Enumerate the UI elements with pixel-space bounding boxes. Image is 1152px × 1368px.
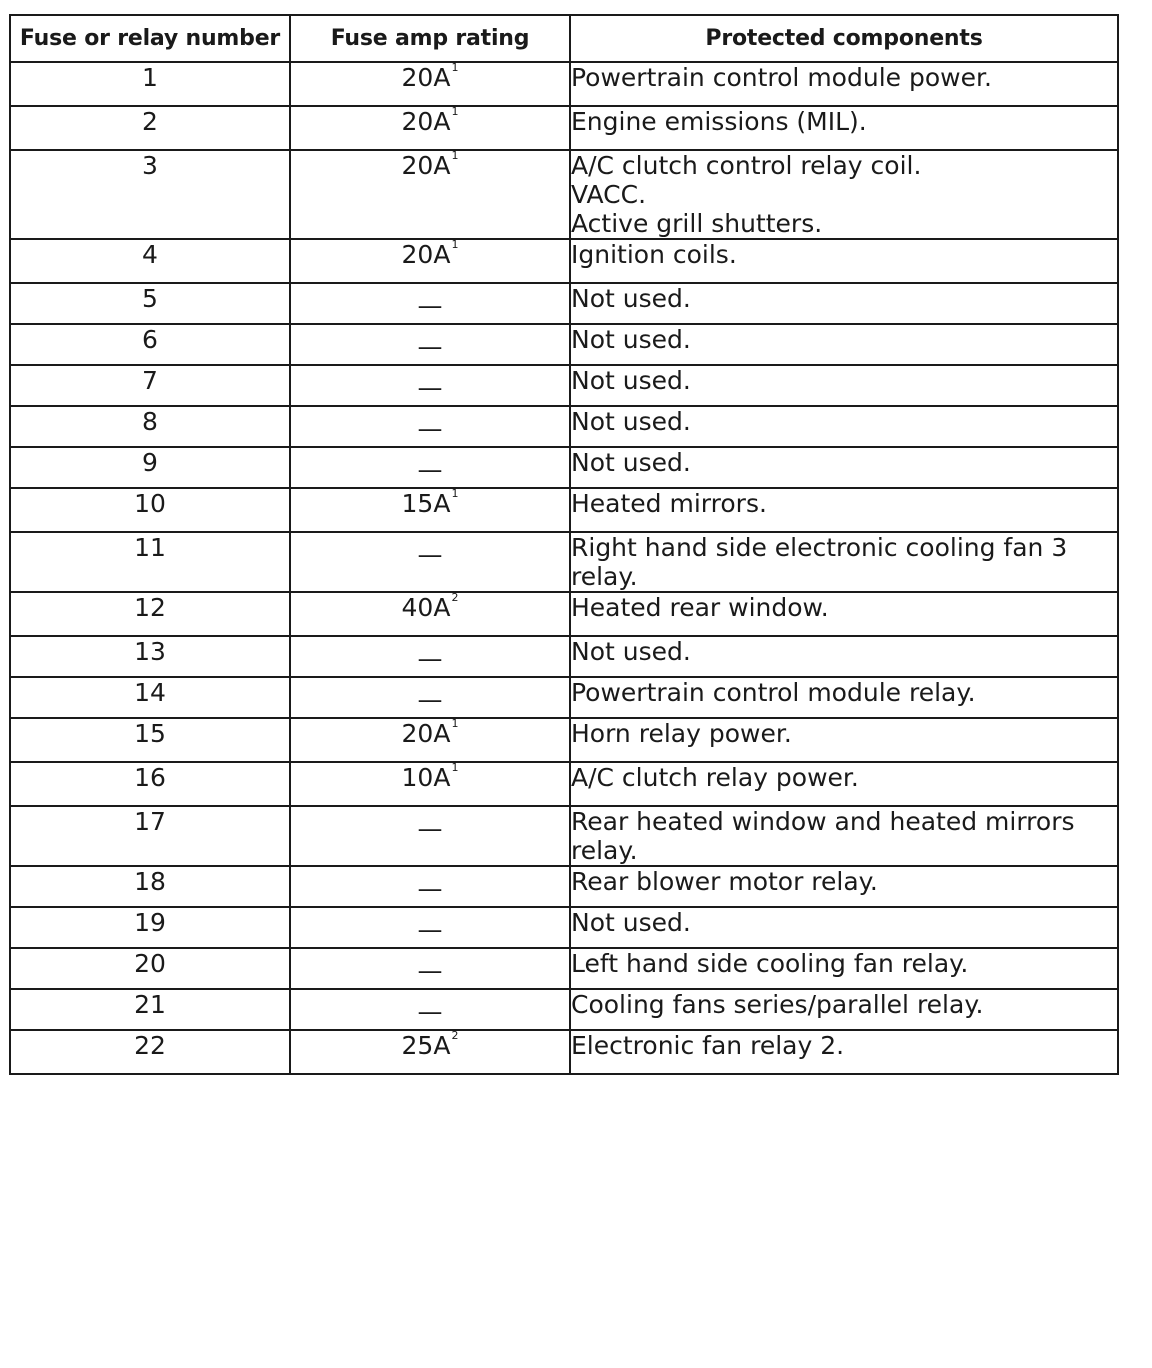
fuse-number-cell: 13 xyxy=(10,636,290,677)
component-line: Powertrain control module power. xyxy=(571,63,992,92)
component-line: Not used. xyxy=(571,908,691,937)
header-protected-components: Protected components xyxy=(570,15,1118,62)
protected-components-cell xyxy=(570,365,1118,406)
footnote-marker: 1 xyxy=(451,61,459,74)
amp-rating-value: 20A xyxy=(401,151,451,180)
component-line: Active grill shutters. xyxy=(571,209,823,238)
amp-rating-cell xyxy=(290,948,570,989)
fuse-number-cell: 17 xyxy=(10,806,290,866)
fuse-number-cell: 8 xyxy=(10,406,290,447)
component-line: Horn relay power. xyxy=(571,719,792,748)
table-row xyxy=(10,907,1118,948)
amp-rating-cell xyxy=(290,239,570,283)
protected-components-cell xyxy=(570,488,1118,532)
amp-rating-value: — xyxy=(417,915,443,944)
header-amp-rating: Fuse amp rating xyxy=(290,15,570,62)
component-line: Heated rear window. xyxy=(571,593,829,622)
amp-rating-value: 10A xyxy=(401,763,451,792)
amp-rating-cell xyxy=(290,62,570,106)
table-row xyxy=(10,365,1118,406)
component-line: Not used. xyxy=(571,366,691,395)
table-row xyxy=(10,636,1118,677)
footnote-marker: 1 xyxy=(451,717,459,730)
protected-components-cell xyxy=(570,106,1118,150)
fuse-number-cell: 11 xyxy=(10,532,290,592)
fuse-number-cell: 12 xyxy=(10,592,290,636)
amp-rating-cell xyxy=(290,106,570,150)
amp-rating-value: — xyxy=(417,414,443,443)
table-row xyxy=(10,488,1118,532)
protected-components-cell xyxy=(570,989,1118,1030)
fuse-number-cell: 19 xyxy=(10,907,290,948)
component-line: Rear blower motor relay. xyxy=(571,867,878,896)
table-row xyxy=(10,718,1118,762)
footnote-marker: 2 xyxy=(451,591,459,604)
table-row xyxy=(10,106,1118,150)
component-line: Not used. xyxy=(571,448,691,477)
amp-rating-cell xyxy=(290,718,570,762)
amp-rating-value: 20A xyxy=(401,719,451,748)
amp-rating-cell xyxy=(290,806,570,866)
table-row xyxy=(10,1030,1118,1074)
component-line: A/C clutch relay power. xyxy=(571,763,859,792)
amp-rating-value: 25A xyxy=(401,1031,451,1060)
protected-components-cell xyxy=(570,532,1118,592)
amp-rating-cell xyxy=(290,532,570,592)
table-row xyxy=(10,762,1118,806)
component-line: Heated mirrors. xyxy=(571,489,767,518)
fuse-number-cell: 2 xyxy=(10,106,290,150)
protected-components-cell xyxy=(570,718,1118,762)
footnote-marker: 1 xyxy=(451,149,459,162)
component-line: Cooling fans series/parallel relay. xyxy=(571,990,984,1019)
amp-rating-value: — xyxy=(417,455,443,484)
amp-rating-cell xyxy=(290,488,570,532)
amp-rating-cell xyxy=(290,324,570,365)
component-line: Electronic fan relay 2. xyxy=(571,1031,845,1060)
protected-components-cell xyxy=(570,239,1118,283)
fuse-number-cell: 14 xyxy=(10,677,290,718)
protected-components-cell xyxy=(570,62,1118,106)
table-row xyxy=(10,239,1118,283)
amp-rating-cell xyxy=(290,677,570,718)
amp-rating-cell xyxy=(290,150,570,239)
amp-rating-cell xyxy=(290,592,570,636)
protected-components-cell xyxy=(570,447,1118,488)
amp-rating-value: — xyxy=(417,291,443,320)
amp-rating-cell xyxy=(290,907,570,948)
protected-components-cell xyxy=(570,150,1118,239)
amp-rating-cell xyxy=(290,866,570,907)
amp-rating-value: — xyxy=(417,685,443,714)
table-row xyxy=(10,62,1118,106)
table-row xyxy=(10,447,1118,488)
protected-components-cell xyxy=(570,283,1118,324)
component-line: Not used. xyxy=(571,325,691,354)
table-row xyxy=(10,150,1118,239)
protected-components-cell xyxy=(570,636,1118,677)
component-line: Right hand side electronic cooling fan 3 relay. xyxy=(571,533,1068,591)
protected-components-cell xyxy=(570,324,1118,365)
table-header xyxy=(10,15,1118,62)
table-row xyxy=(10,948,1118,989)
table-body xyxy=(10,62,1118,1074)
amp-rating-value: — xyxy=(417,540,443,569)
amp-rating-value: 20A xyxy=(401,63,451,92)
amp-rating-value: — xyxy=(417,956,443,985)
footnote-marker: 1 xyxy=(451,761,459,774)
amp-rating-value: — xyxy=(417,332,443,361)
component-line: Left hand side cooling fan relay. xyxy=(571,949,969,978)
table-row xyxy=(10,283,1118,324)
amp-rating-value: 15A xyxy=(401,489,451,518)
table-row xyxy=(10,866,1118,907)
amp-rating-cell xyxy=(290,989,570,1030)
fuse-number-cell: 10 xyxy=(10,488,290,532)
fuse-number-cell: 1 xyxy=(10,62,290,106)
amp-rating-cell xyxy=(290,406,570,447)
table-row xyxy=(10,806,1118,866)
amp-rating-value: 40A xyxy=(401,593,451,622)
amp-rating-cell xyxy=(290,1030,570,1074)
protected-components-cell xyxy=(570,1030,1118,1074)
component-line: Rear heated window and heated mirrors relay. xyxy=(571,807,1075,865)
fuse-number-cell: 7 xyxy=(10,365,290,406)
fuse-number-cell: 18 xyxy=(10,866,290,907)
amp-rating-value: — xyxy=(417,874,443,903)
amp-rating-value: — xyxy=(417,814,443,843)
amp-rating-cell xyxy=(290,636,570,677)
amp-rating-value: — xyxy=(417,644,443,673)
component-line: Ignition coils. xyxy=(571,240,737,269)
component-line: VACC. xyxy=(571,180,647,209)
protected-components-cell xyxy=(570,907,1118,948)
component-line: Not used. xyxy=(571,637,691,666)
fuse-number-cell: 22 xyxy=(10,1030,290,1074)
table-row xyxy=(10,677,1118,718)
amp-rating-cell xyxy=(290,447,570,488)
protected-components-cell xyxy=(570,806,1118,866)
component-line: Engine emissions (MIL). xyxy=(571,107,867,136)
fuse-number-cell: 3 xyxy=(10,150,290,239)
component-line: Not used. xyxy=(571,284,691,313)
fuse-number-cell: 6 xyxy=(10,324,290,365)
protected-components-cell xyxy=(570,866,1118,907)
table-row xyxy=(10,592,1118,636)
fuse-table xyxy=(9,14,1119,1075)
protected-components-cell xyxy=(570,592,1118,636)
amp-rating-value: — xyxy=(417,997,443,1026)
footnote-marker: 1 xyxy=(451,487,459,500)
amp-rating-value: 20A xyxy=(401,240,451,269)
fuse-number-cell: 9 xyxy=(10,447,290,488)
protected-components-cell xyxy=(570,406,1118,447)
component-line: Powertrain control module relay. xyxy=(571,678,976,707)
table-row xyxy=(10,324,1118,365)
protected-components-cell xyxy=(570,677,1118,718)
amp-rating-cell xyxy=(290,762,570,806)
table-row xyxy=(10,989,1118,1030)
footnote-marker: 1 xyxy=(451,238,459,251)
header-fuse-number: Fuse or relay number xyxy=(10,15,290,62)
protected-components-cell xyxy=(570,762,1118,806)
component-line: A/C clutch control relay coil. xyxy=(571,151,922,180)
fuse-number-cell: 20 xyxy=(10,948,290,989)
amp-rating-value: 20A xyxy=(401,107,451,136)
amp-rating-value: — xyxy=(417,373,443,402)
table-row xyxy=(10,532,1118,592)
fuse-number-cell: 21 xyxy=(10,989,290,1030)
fuse-number-cell: 16 xyxy=(10,762,290,806)
footnote-marker: 1 xyxy=(451,105,459,118)
table-row xyxy=(10,406,1118,447)
amp-rating-cell xyxy=(290,365,570,406)
amp-rating-cell xyxy=(290,283,570,324)
fuse-number-cell: 4 xyxy=(10,239,290,283)
protected-components-cell xyxy=(570,948,1118,989)
fuse-number-cell: 5 xyxy=(10,283,290,324)
component-line: Not used. xyxy=(571,407,691,436)
fuse-number-cell: 15 xyxy=(10,718,290,762)
footnote-marker: 2 xyxy=(451,1029,459,1042)
